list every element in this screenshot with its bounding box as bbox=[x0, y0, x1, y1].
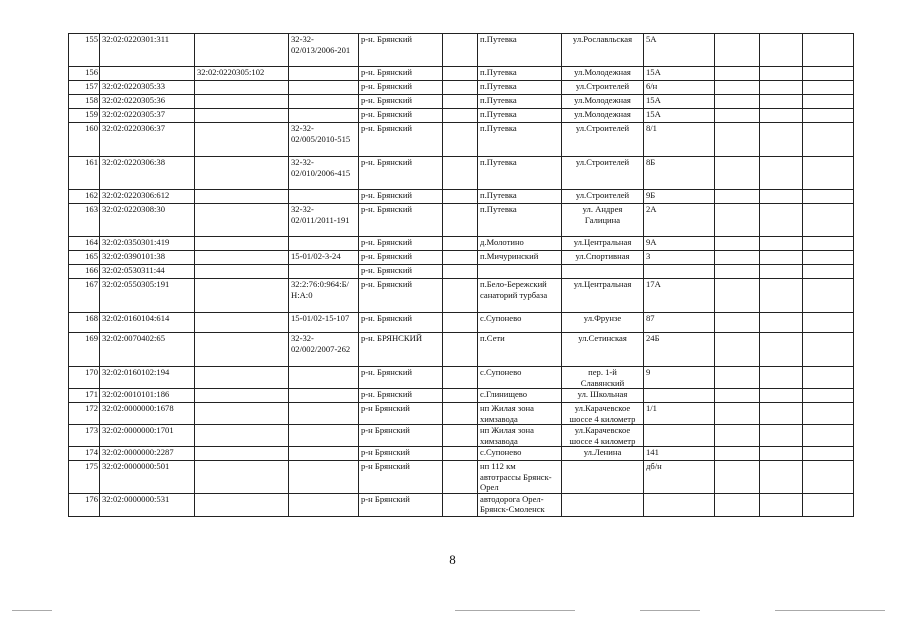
old-cadastral-number bbox=[195, 265, 289, 279]
cell-empty bbox=[443, 447, 478, 461]
cell-empty bbox=[760, 447, 803, 461]
locality: нп Жилая зона химзавода bbox=[478, 403, 562, 425]
cell-empty bbox=[760, 34, 803, 67]
old-cadastral-number bbox=[195, 333, 289, 367]
cell-empty bbox=[760, 237, 803, 251]
locality: п.Путевка bbox=[478, 109, 562, 123]
district: р-н. Брянский bbox=[359, 389, 443, 403]
table-row bbox=[69, 279, 854, 313]
district: р-н. Брянский bbox=[359, 367, 443, 389]
old-cadastral-number bbox=[195, 403, 289, 425]
cadastral-number: 32:02:0530311:44 bbox=[100, 265, 195, 279]
street: ул.Молодежная bbox=[562, 109, 644, 123]
old-cadastral-number bbox=[195, 109, 289, 123]
cell-empty bbox=[803, 237, 854, 251]
cell-empty bbox=[443, 251, 478, 265]
cadastral-number: 32:02:0220301:311 bbox=[100, 34, 195, 67]
registration-number bbox=[289, 389, 359, 403]
cell-empty bbox=[443, 81, 478, 95]
cadastral-number: 32:02:0220305:37 bbox=[100, 109, 195, 123]
table-row bbox=[69, 447, 854, 461]
row-number: 166 bbox=[69, 265, 100, 279]
cell-empty bbox=[803, 265, 854, 279]
district: р-н. Брянский bbox=[359, 67, 443, 81]
cell-empty bbox=[803, 157, 854, 190]
row-number: 174 bbox=[69, 447, 100, 461]
row-number: 164 bbox=[69, 237, 100, 251]
street: ул. Школьная bbox=[562, 389, 644, 403]
old-cadastral-number bbox=[195, 447, 289, 461]
cell-empty bbox=[443, 109, 478, 123]
table-row bbox=[69, 425, 854, 447]
street: ул.Рославльская bbox=[562, 34, 644, 67]
street: ул.Строителей bbox=[562, 123, 644, 157]
registration-number: 32-32- 02/002/2007-262 bbox=[289, 333, 359, 367]
table-row bbox=[69, 34, 854, 67]
house-number bbox=[644, 389, 715, 403]
street bbox=[562, 461, 644, 494]
cell-empty bbox=[443, 389, 478, 403]
street: ул. Андрея Галицина bbox=[562, 204, 644, 237]
cell-empty bbox=[715, 313, 760, 333]
cell-empty bbox=[443, 190, 478, 204]
page-number: 8 bbox=[449, 552, 456, 567]
table-row bbox=[69, 123, 854, 157]
locality: с.Супонево bbox=[478, 447, 562, 461]
row-number: 156 bbox=[69, 67, 100, 81]
scan-noise bbox=[775, 610, 885, 611]
cell-empty bbox=[803, 425, 854, 447]
registration-number bbox=[289, 67, 359, 81]
row-number: 162 bbox=[69, 190, 100, 204]
house-number: 2А bbox=[644, 204, 715, 237]
locality: п.Путевка bbox=[478, 204, 562, 237]
cell-empty bbox=[760, 251, 803, 265]
table-row bbox=[69, 313, 854, 333]
cell-empty bbox=[760, 204, 803, 237]
cell-empty bbox=[715, 204, 760, 237]
table-row bbox=[69, 190, 854, 204]
old-cadastral-number bbox=[195, 313, 289, 333]
old-cadastral-number bbox=[195, 81, 289, 95]
cell-empty bbox=[715, 279, 760, 313]
registration-number bbox=[289, 447, 359, 461]
cell-empty bbox=[760, 265, 803, 279]
locality: с.Глинищево bbox=[478, 389, 562, 403]
cell-empty bbox=[443, 265, 478, 279]
district: р-н Брянский bbox=[359, 425, 443, 447]
cell-empty bbox=[803, 123, 854, 157]
district: р-н. Брянский bbox=[359, 204, 443, 237]
district: р-н Брянский bbox=[359, 493, 443, 516]
cell-empty bbox=[760, 95, 803, 109]
cadastral-number: 32:02:0000000:1701 bbox=[100, 425, 195, 447]
street: ул.Спортивная bbox=[562, 251, 644, 265]
district: р-н. Брянский bbox=[359, 95, 443, 109]
street: ул.Строителей bbox=[562, 157, 644, 190]
registration-number bbox=[289, 493, 359, 516]
row-number: 168 bbox=[69, 313, 100, 333]
district: р-н Брянский bbox=[359, 447, 443, 461]
cell-empty bbox=[715, 333, 760, 367]
cadastral-number: 32:02:0160104:614 bbox=[100, 313, 195, 333]
locality: нп 112 км автотрассы Брянск- Орел bbox=[478, 461, 562, 494]
district: р-н. Брянский bbox=[359, 237, 443, 251]
house-number: 87 bbox=[644, 313, 715, 333]
cell-empty bbox=[443, 123, 478, 157]
registration-number bbox=[289, 109, 359, 123]
registration-number bbox=[289, 237, 359, 251]
cell-empty bbox=[715, 34, 760, 67]
house-number: 8/1 bbox=[644, 123, 715, 157]
house-number: 15А bbox=[644, 95, 715, 109]
district: р-н. Брянский bbox=[359, 34, 443, 67]
cadastral-number: 32:02:0220306:37 bbox=[100, 123, 195, 157]
cadastral-number: 32:02:0000000:1678 bbox=[100, 403, 195, 425]
cell-empty bbox=[715, 81, 760, 95]
old-cadastral-number bbox=[195, 425, 289, 447]
district: р-н. Брянский bbox=[359, 313, 443, 333]
registration-number bbox=[289, 367, 359, 389]
cell-empty bbox=[803, 81, 854, 95]
cell-empty bbox=[760, 367, 803, 389]
cell-empty bbox=[443, 279, 478, 313]
row-number: 160 bbox=[69, 123, 100, 157]
cell-empty bbox=[715, 493, 760, 516]
cell-empty bbox=[803, 493, 854, 516]
cell-empty bbox=[803, 279, 854, 313]
cadastral-number: 32:02:0220306:38 bbox=[100, 157, 195, 190]
cell-empty bbox=[443, 237, 478, 251]
cell-empty bbox=[715, 447, 760, 461]
registration-number: 32-32- 02/011/2011-191 bbox=[289, 204, 359, 237]
row-number: 173 bbox=[69, 425, 100, 447]
row-number: 158 bbox=[69, 95, 100, 109]
old-cadastral-number bbox=[195, 190, 289, 204]
cadastral-number: 32:02:0390101:38 bbox=[100, 251, 195, 265]
cell-empty bbox=[803, 389, 854, 403]
old-cadastral-number bbox=[195, 461, 289, 494]
cell-empty bbox=[760, 81, 803, 95]
house-number: 3 bbox=[644, 251, 715, 265]
table-row bbox=[69, 389, 854, 403]
cell-empty bbox=[715, 67, 760, 81]
cell-empty bbox=[443, 425, 478, 447]
locality bbox=[478, 265, 562, 279]
locality: п.Путевка bbox=[478, 67, 562, 81]
house-number: 9А bbox=[644, 237, 715, 251]
cell-empty bbox=[803, 67, 854, 81]
registration-number bbox=[289, 425, 359, 447]
house-number: 9Б bbox=[644, 190, 715, 204]
scan-noise bbox=[455, 610, 575, 611]
cell-empty bbox=[760, 157, 803, 190]
table-row bbox=[69, 109, 854, 123]
house-number: 1/1 bbox=[644, 403, 715, 425]
district: р-н. БРЯНСКИЙ bbox=[359, 333, 443, 367]
locality: нп Жилая зона химзавода bbox=[478, 425, 562, 447]
cell-empty bbox=[760, 461, 803, 494]
street: ул.Строителей bbox=[562, 81, 644, 95]
table-row bbox=[69, 237, 854, 251]
district: р-н. Брянский bbox=[359, 279, 443, 313]
cell-empty bbox=[443, 204, 478, 237]
table-row bbox=[69, 367, 854, 389]
cadastral-number: 32:02:0220308:30 bbox=[100, 204, 195, 237]
old-cadastral-number: 32:02:0220305:102 bbox=[195, 67, 289, 81]
cell-empty bbox=[715, 157, 760, 190]
old-cadastral-number bbox=[195, 123, 289, 157]
scan-noise bbox=[640, 610, 700, 611]
table-row bbox=[69, 493, 854, 516]
row-number: 159 bbox=[69, 109, 100, 123]
cell-empty bbox=[443, 157, 478, 190]
cell-empty bbox=[715, 265, 760, 279]
row-number: 163 bbox=[69, 204, 100, 237]
cell-empty bbox=[803, 190, 854, 204]
cell-empty bbox=[803, 251, 854, 265]
locality: автодорога Орел- Брянск-Смоленск bbox=[478, 493, 562, 516]
table-body bbox=[69, 34, 854, 517]
cell-empty bbox=[803, 313, 854, 333]
scan-noise bbox=[12, 610, 52, 611]
cadastral-number bbox=[100, 67, 195, 81]
cadastral-number: 32:02:0000000:501 bbox=[100, 461, 195, 494]
old-cadastral-number bbox=[195, 157, 289, 190]
house-number: 5А bbox=[644, 34, 715, 67]
district: р-н. Брянский bbox=[359, 123, 443, 157]
table-row bbox=[69, 265, 854, 279]
cell-empty bbox=[760, 279, 803, 313]
table-row bbox=[69, 157, 854, 190]
street: ул.Центральная bbox=[562, 279, 644, 313]
cell-empty bbox=[715, 389, 760, 403]
district: р-н. Брянский bbox=[359, 265, 443, 279]
cell-empty bbox=[715, 190, 760, 204]
old-cadastral-number bbox=[195, 279, 289, 313]
table-row bbox=[69, 251, 854, 265]
cell-empty bbox=[760, 67, 803, 81]
registration-number: 15-01/02-15-107 bbox=[289, 313, 359, 333]
cell-empty bbox=[760, 425, 803, 447]
row-number: 176 bbox=[69, 493, 100, 516]
cell-empty bbox=[803, 95, 854, 109]
district: р-н. Брянский bbox=[359, 81, 443, 95]
cell-empty bbox=[760, 389, 803, 403]
old-cadastral-number bbox=[195, 34, 289, 67]
district: р-н Брянский bbox=[359, 403, 443, 425]
cell-empty bbox=[803, 109, 854, 123]
cell-empty bbox=[760, 109, 803, 123]
cell-empty bbox=[715, 425, 760, 447]
cell-empty bbox=[760, 333, 803, 367]
locality: с.Супонево bbox=[478, 313, 562, 333]
row-number: 165 bbox=[69, 251, 100, 265]
cell-empty bbox=[803, 403, 854, 425]
cell-empty bbox=[443, 333, 478, 367]
house-number bbox=[644, 265, 715, 279]
registration-number: 32-32- 02/013/2006-201 bbox=[289, 34, 359, 67]
cadastral-number: 32:02:0010101:186 bbox=[100, 389, 195, 403]
cell-empty bbox=[803, 204, 854, 237]
cell-empty bbox=[803, 333, 854, 367]
row-number: 157 bbox=[69, 81, 100, 95]
street bbox=[562, 493, 644, 516]
old-cadastral-number bbox=[195, 95, 289, 109]
locality: п.Путевка bbox=[478, 34, 562, 67]
locality: п.Путевка bbox=[478, 95, 562, 109]
cadastral-number: 32:02:0000000:2287 bbox=[100, 447, 195, 461]
registration-number bbox=[289, 95, 359, 109]
row-number: 155 bbox=[69, 34, 100, 67]
registration-number bbox=[289, 265, 359, 279]
registration-number bbox=[289, 190, 359, 204]
old-cadastral-number bbox=[195, 367, 289, 389]
house-number bbox=[644, 493, 715, 516]
row-number: 172 bbox=[69, 403, 100, 425]
house-number: дб/н bbox=[644, 461, 715, 494]
street: ул.Сетинская bbox=[562, 333, 644, 367]
table-row bbox=[69, 333, 854, 367]
street bbox=[562, 265, 644, 279]
locality: п.Бело-Бережский санаторий турбаза bbox=[478, 279, 562, 313]
cell-empty bbox=[803, 34, 854, 67]
table-row bbox=[69, 81, 854, 95]
cell-empty bbox=[715, 109, 760, 123]
cell-empty bbox=[715, 95, 760, 109]
district: р-н. Брянский bbox=[359, 157, 443, 190]
table-row bbox=[69, 204, 854, 237]
house-number: 15А bbox=[644, 67, 715, 81]
district: р-н. Брянский bbox=[359, 251, 443, 265]
cadastral-number: 32:02:0350301:419 bbox=[100, 237, 195, 251]
locality: п.Сети bbox=[478, 333, 562, 367]
old-cadastral-number bbox=[195, 251, 289, 265]
house-number: 15А bbox=[644, 109, 715, 123]
registration-number bbox=[289, 81, 359, 95]
house-number: 17А bbox=[644, 279, 715, 313]
house-number: 9 bbox=[644, 367, 715, 389]
table-row bbox=[69, 95, 854, 109]
cadastral-number: 32:02:0160102:194 bbox=[100, 367, 195, 389]
cell-empty bbox=[803, 367, 854, 389]
cell-empty bbox=[760, 493, 803, 516]
house-number: 8Б bbox=[644, 157, 715, 190]
district: р-н. Брянский bbox=[359, 109, 443, 123]
table-row bbox=[69, 461, 854, 494]
street: ул.Карачевское шоссе 4 километр bbox=[562, 425, 644, 447]
row-number: 175 bbox=[69, 461, 100, 494]
locality: п.Путевка bbox=[478, 190, 562, 204]
cadastral-number: 32:02:0550305:191 bbox=[100, 279, 195, 313]
table-row bbox=[69, 403, 854, 425]
registration-number bbox=[289, 403, 359, 425]
cell-empty bbox=[443, 95, 478, 109]
house-number: 141 bbox=[644, 447, 715, 461]
row-number: 161 bbox=[69, 157, 100, 190]
cell-empty bbox=[715, 123, 760, 157]
cell-empty bbox=[443, 493, 478, 516]
street: ул.Фрунзе bbox=[562, 313, 644, 333]
cell-empty bbox=[443, 34, 478, 67]
locality: п.Путевка bbox=[478, 81, 562, 95]
old-cadastral-number bbox=[195, 389, 289, 403]
house-number: 6/н bbox=[644, 81, 715, 95]
cell-empty bbox=[715, 403, 760, 425]
old-cadastral-number bbox=[195, 493, 289, 516]
house-number: 24Б bbox=[644, 333, 715, 367]
district: р-н. Брянский bbox=[359, 190, 443, 204]
locality: п.Путевка bbox=[478, 123, 562, 157]
cadastral-number: 32:02:0070402:65 bbox=[100, 333, 195, 367]
cell-empty bbox=[760, 123, 803, 157]
row-number: 170 bbox=[69, 367, 100, 389]
registration-number: 32-32- 02/005/2010-515 bbox=[289, 123, 359, 157]
locality: п.Мичуринский bbox=[478, 251, 562, 265]
street: пер. 1-й Славянский bbox=[562, 367, 644, 389]
district: р-н Брянский bbox=[359, 461, 443, 494]
cell-empty bbox=[443, 67, 478, 81]
row-number: 167 bbox=[69, 279, 100, 313]
cell-empty bbox=[443, 461, 478, 494]
street: ул.Центральная bbox=[562, 237, 644, 251]
cell-empty bbox=[443, 403, 478, 425]
cadastral-number: 32:02:0220305:36 bbox=[100, 95, 195, 109]
row-number: 171 bbox=[69, 389, 100, 403]
street: ул.Молодежная bbox=[562, 95, 644, 109]
cell-empty bbox=[715, 237, 760, 251]
street: ул.Строителей bbox=[562, 190, 644, 204]
cadastral-number: 32:02:0220305:33 bbox=[100, 81, 195, 95]
row-number: 169 bbox=[69, 333, 100, 367]
cell-empty bbox=[715, 251, 760, 265]
table-row bbox=[69, 67, 854, 81]
cell-empty bbox=[715, 367, 760, 389]
registration-number: 15-01/02-3-24 bbox=[289, 251, 359, 265]
street: ул.Молодежная bbox=[562, 67, 644, 81]
cell-empty bbox=[803, 461, 854, 494]
land-register-table bbox=[68, 33, 854, 517]
locality: д.Молотино bbox=[478, 237, 562, 251]
cell-empty bbox=[760, 313, 803, 333]
registration-number: 32:2:76:0:964:Б/ Н:А:0 bbox=[289, 279, 359, 313]
locality: с.Супонево bbox=[478, 367, 562, 389]
cell-empty bbox=[803, 447, 854, 461]
cell-empty bbox=[760, 403, 803, 425]
cell-empty bbox=[443, 367, 478, 389]
cell-empty bbox=[715, 461, 760, 494]
registration-number bbox=[289, 461, 359, 494]
cadastral-number: 32:02:0000000:531 bbox=[100, 493, 195, 516]
cell-empty bbox=[760, 190, 803, 204]
street: ул.Карачевское шоссе 4 километр bbox=[562, 403, 644, 425]
street: ул.Ленина bbox=[562, 447, 644, 461]
house-number bbox=[644, 425, 715, 447]
old-cadastral-number bbox=[195, 237, 289, 251]
cadastral-number: 32:02:0220306:612 bbox=[100, 190, 195, 204]
cell-empty bbox=[443, 313, 478, 333]
old-cadastral-number bbox=[195, 204, 289, 237]
registration-number: 32-32- 02/010/2006-415 bbox=[289, 157, 359, 190]
locality: п.Путевка bbox=[478, 157, 562, 190]
